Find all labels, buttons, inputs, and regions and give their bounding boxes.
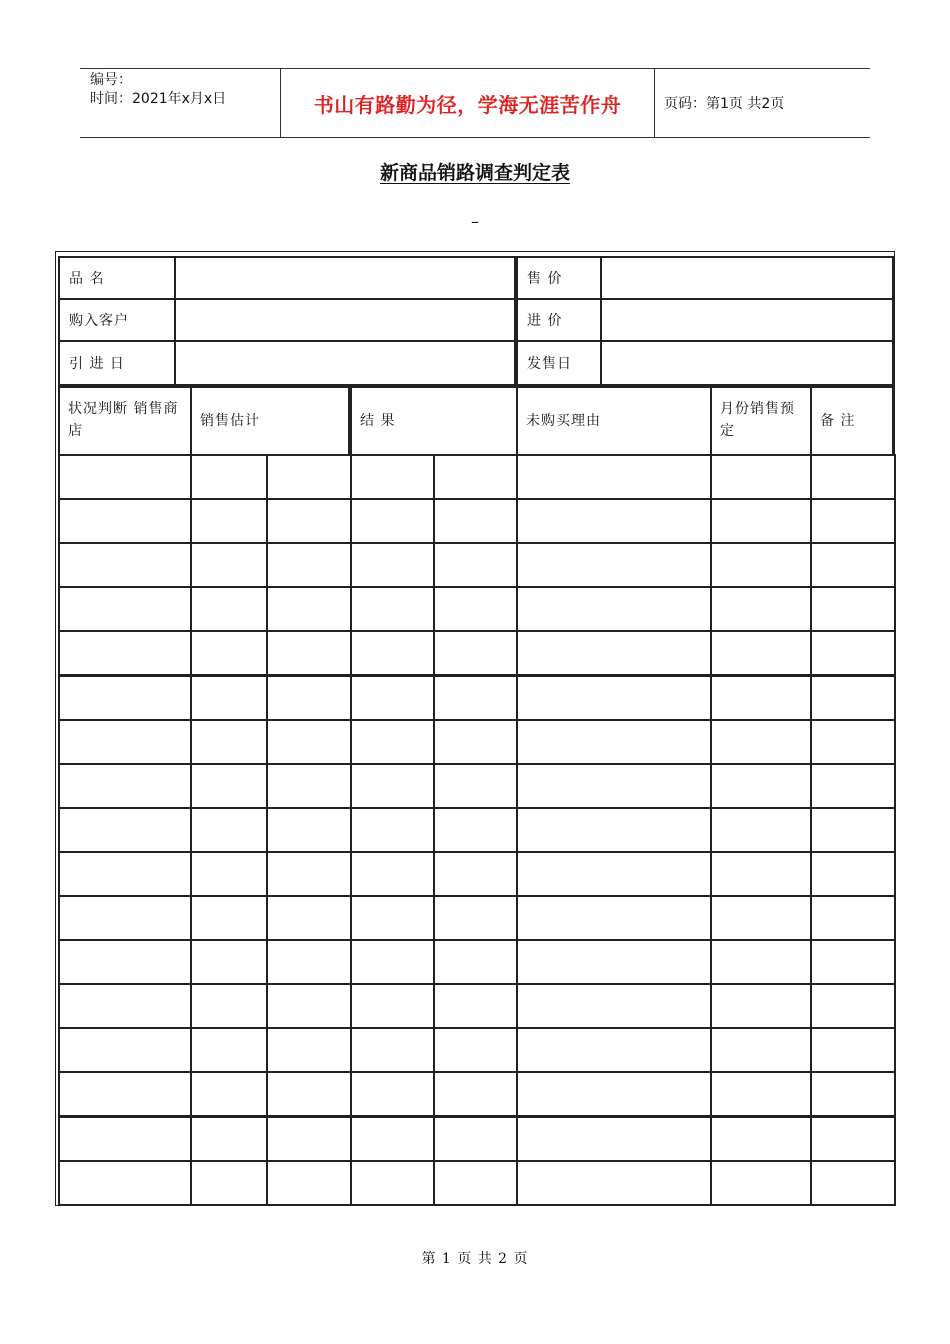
table-cell[interactable]	[433, 542, 518, 588]
table-cell[interactable]	[350, 763, 435, 809]
table-cell[interactable]	[810, 851, 896, 897]
col-result: 结 果	[350, 386, 518, 456]
table-cell[interactable]	[433, 807, 518, 853]
table-cell[interactable]	[58, 542, 192, 588]
table-cell[interactable]	[433, 630, 518, 676]
table-cell[interactable]	[350, 1071, 435, 1117]
table-cell[interactable]	[710, 675, 812, 721]
table-cell[interactable]	[266, 675, 352, 721]
label-purchase-price: 进 价	[516, 298, 602, 342]
table-cell[interactable]	[710, 630, 812, 676]
table-cell[interactable]	[58, 807, 192, 853]
table-cell[interactable]	[190, 719, 268, 765]
label-customer: 购入客户	[58, 298, 176, 342]
col-sales-estimate: 销售估计	[190, 386, 350, 456]
table-cell[interactable]	[266, 1160, 352, 1206]
table-cell[interactable]	[710, 1027, 812, 1073]
table-cell[interactable]	[350, 586, 435, 632]
table-cell[interactable]	[350, 851, 435, 897]
table-cell[interactable]	[266, 939, 352, 985]
table-cell[interactable]	[350, 498, 435, 544]
table-cell[interactable]	[710, 939, 812, 985]
table-cell[interactable]	[516, 630, 712, 676]
label-product-name: 品 名	[58, 256, 176, 300]
table-cell[interactable]	[433, 983, 518, 1029]
document-time-label: 时间：2021年x月x日	[90, 91, 227, 107]
page-footer: 第 1 页 共 2 页	[421, 1251, 529, 1267]
table-cell[interactable]	[433, 1027, 518, 1073]
table-cell[interactable]	[710, 719, 812, 765]
table-cell[interactable]	[433, 851, 518, 897]
table-cell[interactable]	[58, 895, 192, 941]
field-intro-date[interactable]	[174, 340, 516, 386]
table-cell[interactable]	[433, 1071, 518, 1117]
table-cell[interactable]	[810, 542, 896, 588]
table-cell[interactable]	[266, 1071, 352, 1117]
table-cell[interactable]	[58, 983, 192, 1029]
table-cell[interactable]	[350, 1160, 435, 1206]
table-cell[interactable]	[516, 675, 712, 721]
table-cell[interactable]	[58, 1071, 192, 1117]
table-cell[interactable]	[58, 939, 192, 985]
table-cell[interactable]	[433, 675, 518, 721]
table-cell[interactable]	[190, 675, 268, 721]
col-status-store: 状况判断 销售商店	[58, 386, 192, 456]
table-cell[interactable]	[350, 675, 435, 721]
table-cell[interactable]	[350, 719, 435, 765]
table-cell[interactable]	[710, 1160, 812, 1206]
table-cell[interactable]	[433, 1116, 518, 1162]
table-cell[interactable]	[190, 851, 268, 897]
table-cell[interactable]	[433, 719, 518, 765]
table-cell[interactable]	[516, 895, 712, 941]
label-intro-date: 引 进 日	[58, 340, 176, 386]
table-cell[interactable]	[516, 1160, 712, 1206]
table-cell[interactable]	[516, 719, 712, 765]
table-cell[interactable]	[266, 630, 352, 676]
table-cell[interactable]	[433, 763, 518, 809]
table-cell[interactable]	[810, 1071, 896, 1117]
page-header	[80, 68, 870, 138]
table-cell[interactable]	[190, 763, 268, 809]
table-cell[interactable]	[433, 586, 518, 632]
table-cell[interactable]	[810, 983, 896, 1029]
table-cell[interactable]	[190, 1027, 268, 1073]
header-page-info: 页码：第1页 共2页	[664, 96, 785, 112]
table-cell[interactable]	[350, 1027, 435, 1073]
table-cell[interactable]	[58, 498, 192, 544]
table-cell[interactable]	[516, 763, 712, 809]
table-cell[interactable]	[710, 807, 812, 853]
table-cell[interactable]	[58, 719, 192, 765]
field-customer[interactable]	[174, 298, 516, 342]
table-cell[interactable]	[350, 807, 435, 853]
table-cell[interactable]	[433, 939, 518, 985]
field-release-date[interactable]	[600, 340, 894, 386]
table-cell[interactable]	[433, 498, 518, 544]
table-cell[interactable]	[433, 895, 518, 941]
label-release-date: 发售日	[516, 340, 602, 386]
table-cell[interactable]	[350, 939, 435, 985]
table-cell[interactable]	[266, 1116, 352, 1162]
table-cell[interactable]	[516, 1027, 712, 1073]
table-cell[interactable]	[516, 1071, 712, 1117]
document-number-label: 编号：	[90, 72, 132, 88]
table-cell[interactable]	[516, 498, 712, 544]
table-cell[interactable]	[350, 895, 435, 941]
col-monthly-forecast: 月份销售预定	[710, 386, 812, 456]
table-cell[interactable]	[350, 1116, 435, 1162]
table-cell[interactable]	[516, 454, 712, 500]
col-reason: 未购买理由	[516, 386, 712, 456]
table-cell[interactable]	[190, 1116, 268, 1162]
table-cell[interactable]	[710, 542, 812, 588]
table-cell[interactable]	[810, 895, 896, 941]
col-remarks: 备 注	[810, 386, 894, 456]
table-cell[interactable]	[58, 763, 192, 809]
table-cell[interactable]	[266, 586, 352, 632]
table-cell[interactable]	[810, 1160, 896, 1206]
table-cell[interactable]	[810, 719, 896, 765]
table-cell[interactable]	[190, 630, 268, 676]
table-cell[interactable]	[810, 763, 896, 809]
table-cell[interactable]	[266, 895, 352, 941]
table-cell[interactable]	[58, 851, 192, 897]
table-cell[interactable]	[190, 983, 268, 1029]
table-cell[interactable]	[190, 1160, 268, 1206]
field-purchase-price[interactable]	[600, 298, 894, 342]
table-cell[interactable]	[516, 807, 712, 853]
table-cell[interactable]	[266, 719, 352, 765]
table-cell[interactable]	[710, 895, 812, 941]
header-meta	[80, 69, 281, 137]
field-product-name[interactable]	[174, 256, 516, 300]
table-cell[interactable]	[266, 498, 352, 544]
table-cell[interactable]	[810, 498, 896, 544]
table-cell[interactable]	[58, 586, 192, 632]
table-cell[interactable]	[516, 542, 712, 588]
table-cell[interactable]	[810, 1116, 896, 1162]
table-cell[interactable]	[810, 939, 896, 985]
survey-form	[55, 251, 895, 1206]
table-cell[interactable]	[710, 983, 812, 1029]
table-cell[interactable]	[190, 498, 268, 544]
table-cell[interactable]	[710, 586, 812, 632]
title-dash: –	[471, 212, 479, 231]
table-cell[interactable]	[190, 1071, 268, 1117]
table-cell[interactable]	[810, 675, 896, 721]
table-cell[interactable]	[516, 851, 712, 897]
table-cell[interactable]	[58, 1027, 192, 1073]
table-cell[interactable]	[516, 586, 712, 632]
table-cell[interactable]	[710, 851, 812, 897]
table-cell[interactable]	[190, 586, 268, 632]
table-cell[interactable]	[58, 675, 192, 721]
table-cell[interactable]	[58, 630, 192, 676]
table-cell[interactable]	[58, 1160, 192, 1206]
table-cell[interactable]	[710, 498, 812, 544]
table-cell[interactable]	[58, 454, 192, 500]
table-cell[interactable]	[190, 939, 268, 985]
header-motto: 书山有路勤为径，学海无涯苦作舟	[281, 69, 655, 137]
table-cell[interactable]	[266, 1027, 352, 1073]
table-cell[interactable]	[350, 542, 435, 588]
table-cell[interactable]	[810, 630, 896, 676]
table-cell[interactable]	[710, 1116, 812, 1162]
table-cell[interactable]	[266, 542, 352, 588]
table-cell[interactable]	[266, 807, 352, 853]
table-cell[interactable]	[266, 851, 352, 897]
table-cell[interactable]	[58, 1116, 192, 1162]
table-cell[interactable]	[516, 939, 712, 985]
table-cell[interactable]	[710, 454, 812, 500]
table-cell[interactable]	[190, 454, 268, 500]
table-cell[interactable]	[190, 807, 268, 853]
table-cell[interactable]	[266, 763, 352, 809]
table-cell[interactable]	[810, 586, 896, 632]
table-cell[interactable]	[810, 807, 896, 853]
table-cell[interactable]	[190, 895, 268, 941]
table-cell[interactable]	[433, 1160, 518, 1206]
table-cell[interactable]	[350, 454, 435, 500]
table-cell[interactable]	[350, 983, 435, 1029]
table-cell[interactable]	[710, 1071, 812, 1117]
table-cell[interactable]	[266, 983, 352, 1029]
table-cell[interactable]	[516, 1116, 712, 1162]
table-cell[interactable]	[516, 983, 712, 1029]
table-cell[interactable]	[810, 454, 896, 500]
table-cell[interactable]	[710, 763, 812, 809]
table-cell[interactable]	[190, 542, 268, 588]
table-cell[interactable]	[350, 630, 435, 676]
table-cell[interactable]	[266, 454, 352, 500]
table-cell[interactable]	[433, 454, 518, 500]
field-price[interactable]	[600, 256, 894, 300]
label-price: 售 价	[516, 256, 602, 300]
document-title: 新商品销路调查判定表	[379, 162, 570, 184]
table-cell[interactable]	[810, 1027, 896, 1073]
